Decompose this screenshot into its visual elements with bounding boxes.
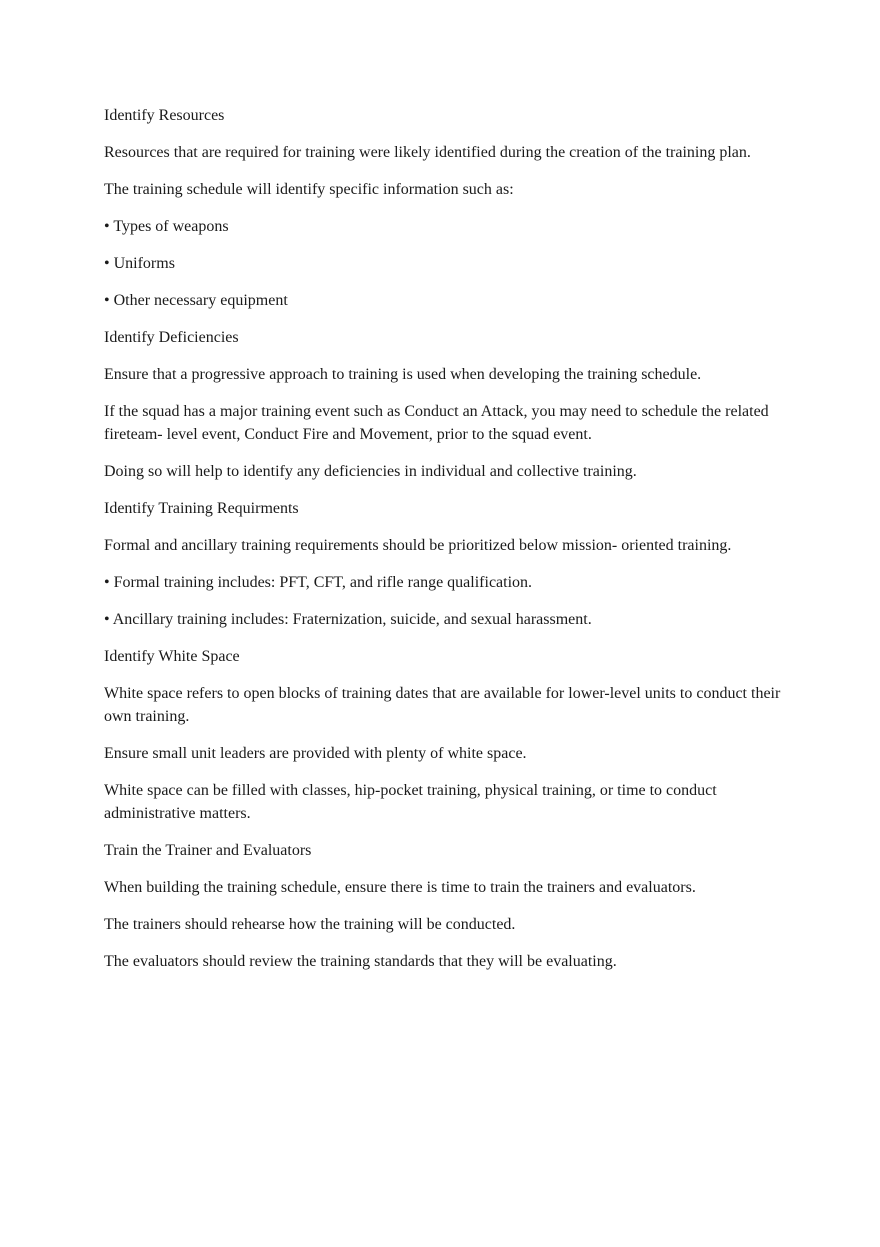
paragraph: Ensure that a progressive approach to training is used when developing the training schedule. — [104, 366, 702, 383]
bullet-item: • Other necessary equipment — [104, 292, 288, 309]
heading-identify-deficiencies: Identify Deficiencies — [104, 329, 239, 346]
bullet-item: • Uniforms — [104, 255, 175, 272]
paragraph: The training schedule will identify specific information such as: — [104, 181, 514, 198]
bullet-item: • Formal training includes: PFT, CFT, and rifle range qualification. — [104, 574, 533, 591]
paragraph: Ensure small unit leaders are provided with plenty of white space. — [104, 745, 527, 762]
paragraph: If the squad has a major training event such as Conduct an Attack, you may need to schedule the related fireteam- level event, Conduct Fire and Movement, prior to the squad event. — [104, 403, 769, 443]
heading-identify-resources: Identify Resources — [104, 107, 225, 124]
heading-identify-white-space: Identify White Space — [104, 648, 240, 665]
paragraph: Doing so will help to identify any deficiencies in individual and collective training. — [104, 463, 637, 480]
bullet-item: • Types of weapons — [104, 218, 229, 235]
document-body — [104, 104, 784, 987]
heading-train-the-trainer: Train the Trainer and Evaluators — [104, 842, 312, 859]
paragraph: The trainers should rehearse how the training will be conducted. — [104, 916, 516, 933]
paragraph: When building the training schedule, ensure there is time to train the trainers and evaluators. — [104, 879, 696, 896]
paragraph: Resources that are required for training were likely identified during the creation of the training plan. — [104, 144, 751, 161]
bullet-item: • Ancillary training includes: Fraternization, suicide, and sexual harassment. — [104, 611, 592, 628]
paragraph: White space can be filled with classes, hip-pocket training, physical training, or time to conduct administrative matters. — [104, 782, 717, 822]
paragraph: White space refers to open blocks of training dates that are available for lower-level units to conduct their own training. — [104, 685, 781, 725]
paragraph: Formal and ancillary training requirements should be prioritized below mission- oriented training. — [104, 537, 732, 554]
heading-identify-training-requirements: Identify Training Requirments — [104, 500, 299, 517]
paragraph: The evaluators should review the training standards that they will be evaluating. — [104, 953, 617, 970]
